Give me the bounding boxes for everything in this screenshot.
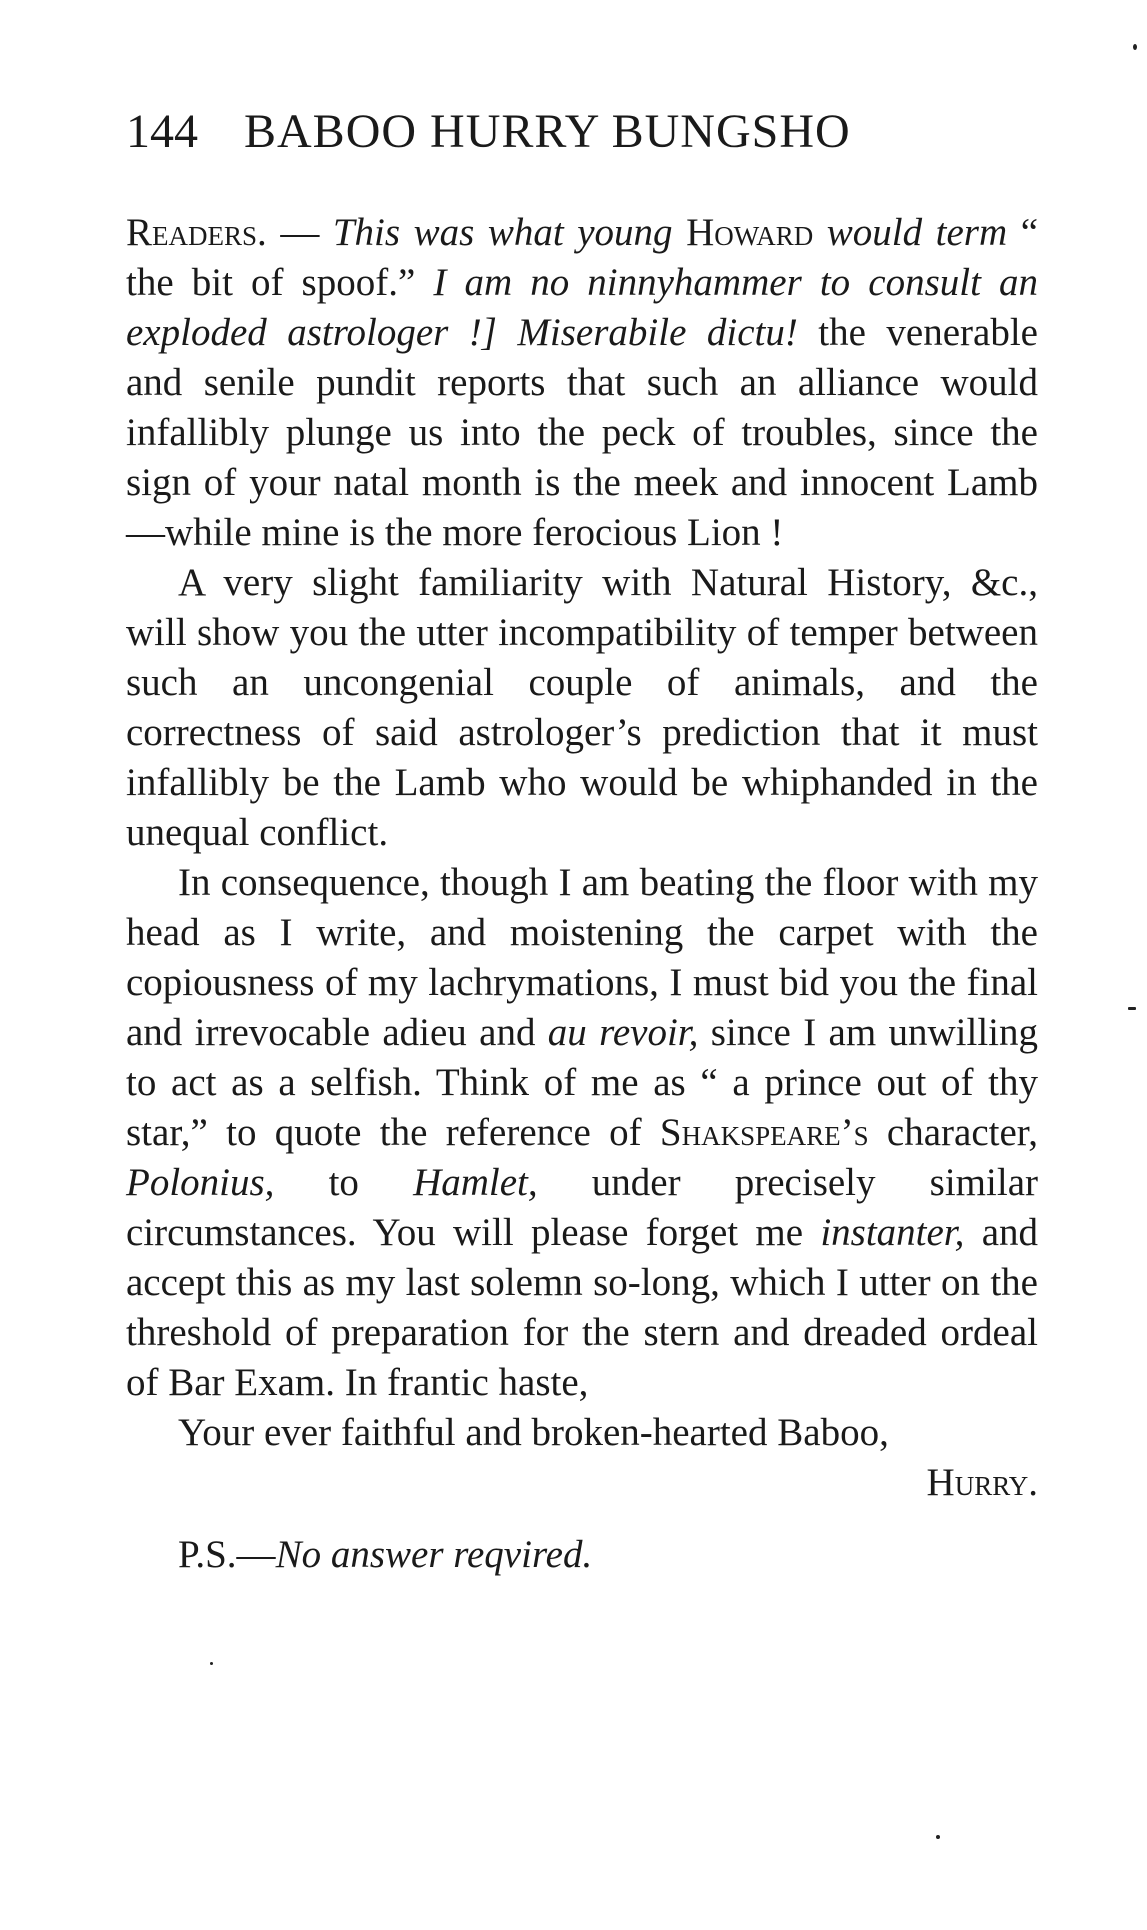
spoof-quote: “ the bit of spoof.”: [126, 211, 1039, 304]
readers-word: Readers.: [126, 211, 267, 254]
consequence-text-5: under precisely similar circumstances. You will please forget me: [126, 1161, 1038, 1254]
letter-body: [126, 208, 1038, 1580]
postscript-label: P.S.—: [178, 1533, 276, 1576]
italic-au-revoir: au revoir,: [547, 1011, 699, 1054]
pundit-report: the venerable and senile pundit reports that such an alliance would infallibly plunge us into the peck of troubles, since the sign of your natal month is the meek and innocent Lamb—while mine is the more ferocious Lion !: [126, 311, 1038, 554]
scan-speck: [1133, 44, 1137, 50]
italic-phrase-young: This was what young: [332, 211, 673, 254]
italic-hamlet: Hamlet,: [413, 1161, 538, 1204]
postscript: [126, 1530, 1038, 1580]
howard-name: Howard: [672, 211, 814, 254]
paragraph-readers: [126, 208, 1038, 558]
consequence-text-2: since I am unwilling to act as a selfish. Think of me as “ a prince out of thy star,” to quote the reference of: [126, 1011, 1038, 1154]
page-number: 144: [126, 105, 198, 158]
scan-speck: [210, 1662, 213, 1665]
postscript-text: No answer reqvired.: [275, 1533, 593, 1576]
consequence-text-6: and accept this as my last solemn so-long, which I utter on the threshold of preparation for the stern and dreaded ordeal of Bar Exam. In frantic haste,: [126, 1211, 1039, 1404]
running-title: BABOO HURRY BUNGSHO: [244, 105, 851, 158]
scan-speck: [1128, 1007, 1136, 1010]
page-header: [126, 102, 1006, 162]
paragraph-natural-history: A very slight familiarity with Natural History, &c., will show you the utter incompatibility of temper between such an uncongenial couple of animals, and the correctness of said astrologer’s prediction that it must infallibly be the Lamb who would be whiphanded in the unequal conflict.: [126, 561, 1038, 854]
consequence-text-1: In consequence, though I am beating the floor with my head as I write, and moistening the carpet with the copiousness of my lachrymations, I must bid you the final and irrevocable adieu and: [126, 861, 1038, 1054]
italic-phrase-term: would term: [813, 211, 1008, 254]
signature: Hurry.: [926, 1461, 1038, 1504]
consequence-text-4: to: [274, 1161, 414, 1204]
italic-polonius: Polonius,: [126, 1161, 275, 1204]
readers-dash: —: [266, 211, 333, 254]
scan-speck: [936, 1835, 940, 1839]
italic-phrase-ninnyhammer: I am no ninnyhammer to consult an exploded astrologer !] Miserabile dictu!: [126, 261, 1038, 354]
valediction: Your ever faithful and broken-hearted Baboo,: [178, 1411, 889, 1454]
shakspeare-name: Shakspeare’s: [659, 1111, 869, 1154]
italic-instanter: instanter,: [820, 1211, 965, 1254]
paragraph-consequence: [126, 858, 1038, 1408]
consequence-text-3: character,: [868, 1111, 1038, 1154]
